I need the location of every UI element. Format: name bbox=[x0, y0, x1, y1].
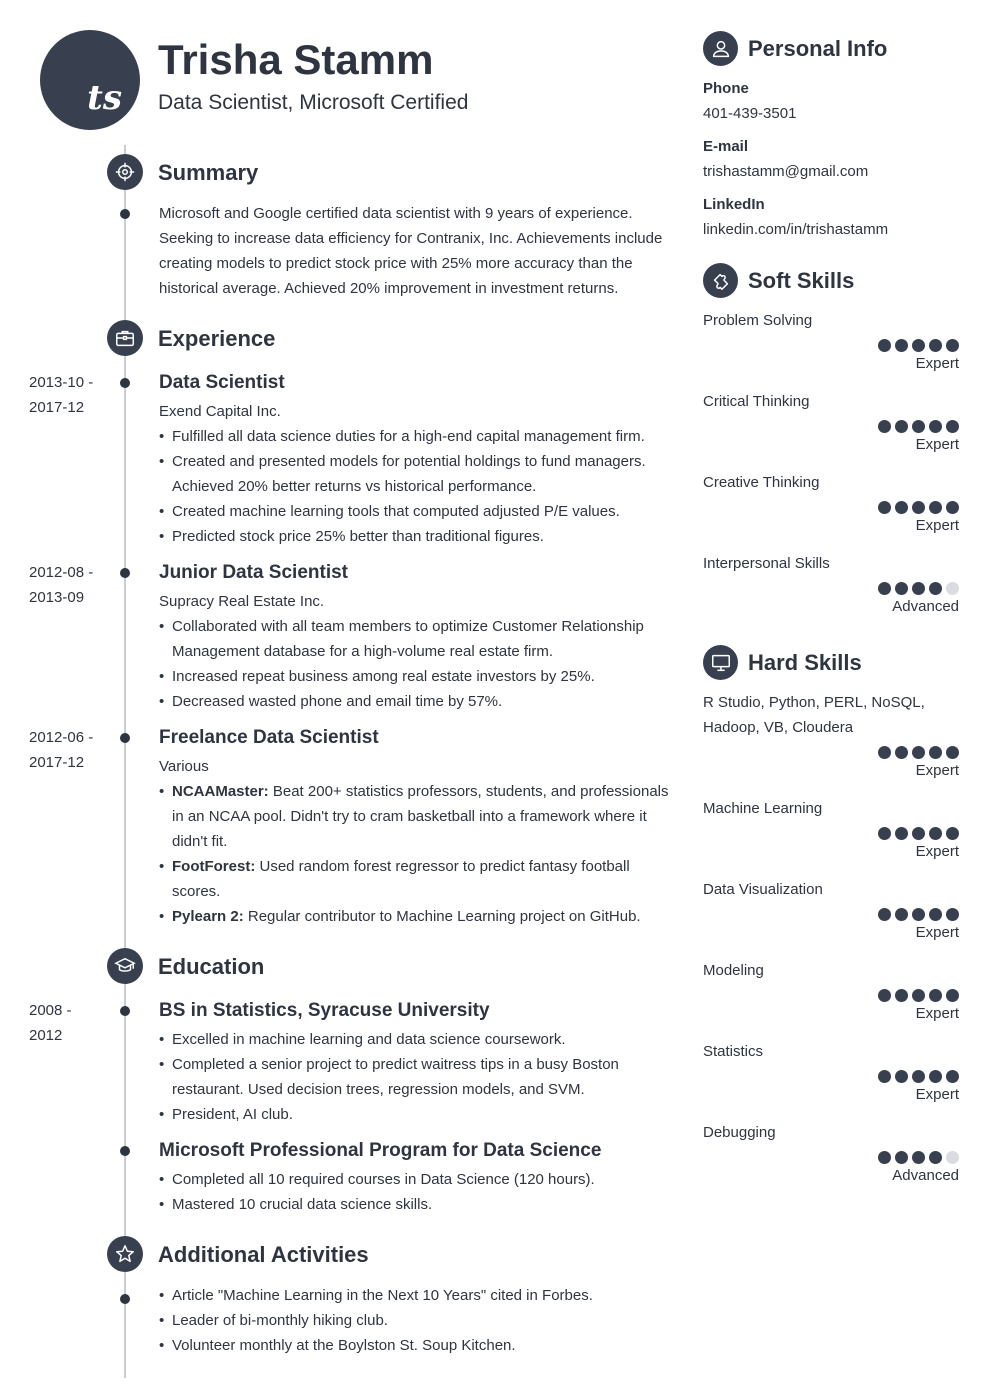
skill-item bbox=[703, 389, 959, 453]
rating-dot-filled bbox=[878, 746, 891, 759]
job-title: Junior Data Scientist bbox=[159, 562, 348, 583]
section-title-summary: Summary bbox=[158, 160, 259, 185]
timeline-dot bbox=[120, 378, 130, 388]
job-company: Exend Capital Inc. bbox=[159, 403, 281, 420]
rating-dot-filled bbox=[912, 582, 925, 595]
skill-rating bbox=[703, 420, 959, 433]
timeline-dot bbox=[120, 733, 130, 743]
rating-dot-filled bbox=[946, 989, 959, 1002]
skill-name: Data Visualization bbox=[703, 881, 823, 898]
list-item: • Article "Machine Learning in the Next 10 Years" cited in Forbes. bbox=[159, 1283, 669, 1308]
list-item bbox=[159, 904, 669, 929]
job-bullets bbox=[159, 424, 669, 549]
rating-dot-filled bbox=[895, 339, 908, 352]
job-date-end: 2013-09 bbox=[29, 589, 85, 606]
skill-item bbox=[703, 877, 959, 941]
job-bullets bbox=[159, 614, 669, 714]
graduation-cap-icon bbox=[107, 948, 143, 984]
user-icon bbox=[703, 31, 738, 66]
section-title-education: Education bbox=[158, 954, 265, 979]
rating-dot-filled bbox=[878, 908, 891, 921]
skill-name: Statistics bbox=[703, 1043, 764, 1060]
rating-dot-filled bbox=[878, 1070, 891, 1083]
rating-dot-filled bbox=[878, 582, 891, 595]
rating-dot-filled bbox=[929, 1151, 942, 1164]
rating-dot-filled bbox=[946, 908, 959, 921]
section-title-activities: Additional Activities bbox=[158, 1242, 369, 1267]
skill-item bbox=[703, 551, 959, 615]
skill-rating bbox=[703, 1151, 959, 1164]
skill-rating bbox=[703, 827, 959, 840]
candidate-name: Trisha Stamm bbox=[158, 36, 434, 83]
project-description: Regular contributor to Machine Learning project on GitHub. bbox=[243, 908, 641, 925]
phone-value: 401-439-3501 bbox=[703, 105, 797, 122]
job-company: Various bbox=[159, 758, 209, 775]
skill-level: Expert bbox=[915, 843, 959, 860]
skill-item bbox=[703, 308, 959, 372]
skill-level: Expert bbox=[915, 762, 959, 779]
list-item bbox=[159, 779, 669, 854]
skill-rating bbox=[703, 501, 959, 514]
section-title-experience: Experience bbox=[158, 326, 276, 351]
timeline-dot bbox=[120, 209, 130, 219]
skill-rating bbox=[703, 339, 959, 352]
skill-item bbox=[703, 796, 959, 860]
skill-name: Creative Thinking bbox=[703, 474, 820, 491]
rating-dot-filled bbox=[946, 827, 959, 840]
timeline-dot bbox=[120, 1146, 130, 1156]
skill-name: Critical Thinking bbox=[703, 393, 810, 410]
monitor-icon bbox=[703, 645, 738, 680]
skill-level: Expert bbox=[915, 355, 959, 372]
rating-dot-filled bbox=[929, 827, 942, 840]
skill-level: Expert bbox=[915, 517, 959, 534]
skill-name: Debugging bbox=[703, 1124, 776, 1141]
rating-dot-empty bbox=[946, 1151, 959, 1164]
rating-dot-filled bbox=[895, 501, 908, 514]
list-item: • Excelled in machine learning and data science coursework. bbox=[159, 1027, 669, 1052]
rating-dot-filled bbox=[929, 989, 942, 1002]
timeline-dot bbox=[120, 1294, 130, 1304]
project-description: Beat 200+ statistics professors, students, and professionals in an NCAA pool. Didn't try to cram basketball into a framework where it didn't fit. bbox=[172, 783, 669, 850]
linkedin-label: LinkedIn bbox=[703, 196, 765, 213]
rating-dot-filled bbox=[912, 339, 925, 352]
rating-dot-filled bbox=[912, 1070, 925, 1083]
avatar-initials: ts bbox=[87, 78, 122, 118]
rating-dot-filled bbox=[895, 746, 908, 759]
education-date-start: 2008 - bbox=[29, 1002, 72, 1019]
job-company: Supracy Real Estate Inc. bbox=[159, 593, 325, 610]
rating-dot-filled bbox=[929, 746, 942, 759]
job-bullets bbox=[159, 779, 669, 929]
target-icon bbox=[107, 154, 143, 190]
job-date bbox=[29, 370, 109, 420]
skill-level: Expert bbox=[915, 1005, 959, 1022]
job-date-start: 2012-08 - bbox=[29, 564, 94, 581]
rating-dot-filled bbox=[946, 420, 959, 433]
skill-rating bbox=[703, 989, 959, 1002]
candidate-subtitle: Data Scientist, Microsoft Certified bbox=[158, 91, 469, 114]
summary-text: Microsoft and Google certified data scientist with 9 years of experience. Seeking to increase data efficiency for Contranix, Inc. Achievements include creating models to predict stock price with 25% more accuracy than the historical average. Achieved 20% improvement in investment returns. bbox=[159, 205, 663, 297]
job-date bbox=[29, 560, 109, 610]
rating-dot-filled bbox=[946, 501, 959, 514]
skill-rating bbox=[703, 1070, 959, 1083]
rating-dot-filled bbox=[895, 1151, 908, 1164]
rating-dot-filled bbox=[946, 339, 959, 352]
rating-dot-filled bbox=[912, 501, 925, 514]
list-item: • Volunteer monthly at the Boylston St. Soup Kitchen. bbox=[159, 1333, 669, 1358]
list-item: • Collaborated with all team members to optimize Customer Relationship Management database for a high-volume real estate firm. bbox=[159, 614, 669, 664]
rating-dot-filled bbox=[912, 989, 925, 1002]
rating-dot-filled bbox=[912, 746, 925, 759]
list-item: • Predicted stock price 25% better than traditional figures. bbox=[159, 524, 669, 549]
timeline-dot bbox=[120, 568, 130, 578]
star-icon bbox=[107, 1236, 143, 1272]
education-title: BS in Statistics, Syracuse University bbox=[159, 1000, 490, 1021]
skill-item bbox=[703, 470, 959, 534]
job-date bbox=[29, 725, 109, 775]
skill-item bbox=[703, 690, 959, 779]
rating-dot-filled bbox=[878, 420, 891, 433]
section-title-soft-skills: Soft Skills bbox=[748, 268, 855, 293]
rating-dot-filled bbox=[912, 420, 925, 433]
skill-name: Modeling bbox=[703, 962, 764, 979]
rating-dot-filled bbox=[929, 501, 942, 514]
skill-level: Expert bbox=[915, 1086, 959, 1103]
rating-dot-filled bbox=[929, 339, 942, 352]
list-item: • Created machine learning tools that computed adjusted P/E values. bbox=[159, 499, 669, 524]
list-item: • Mastered 10 crucial data science skills. bbox=[159, 1192, 669, 1217]
puzzle-icon bbox=[703, 263, 738, 298]
rating-dot-empty bbox=[946, 582, 959, 595]
activities-bullets bbox=[159, 1283, 669, 1358]
skill-item bbox=[703, 1039, 959, 1103]
rating-dot-filled bbox=[912, 1151, 925, 1164]
phone-label: Phone bbox=[703, 80, 749, 97]
rating-dot-filled bbox=[895, 582, 908, 595]
project-name: Pylearn 2: bbox=[172, 908, 244, 925]
education-bullets bbox=[159, 1167, 669, 1217]
skill-item bbox=[703, 1120, 959, 1184]
rating-dot-filled bbox=[895, 908, 908, 921]
timeline-dot bbox=[120, 1006, 130, 1016]
rating-dot-filled bbox=[946, 746, 959, 759]
skill-rating bbox=[703, 908, 959, 921]
education-date bbox=[29, 998, 109, 1048]
rating-dot-filled bbox=[946, 1070, 959, 1083]
skill-item bbox=[703, 958, 959, 1022]
rating-dot-filled bbox=[878, 1151, 891, 1164]
project-name: NCAAMaster: bbox=[172, 783, 269, 800]
skill-rating bbox=[703, 746, 959, 759]
education-date-end: 2012 bbox=[29, 1027, 63, 1044]
rating-dot-filled bbox=[878, 339, 891, 352]
skill-rating bbox=[703, 582, 959, 595]
job-title: Data Scientist bbox=[159, 372, 285, 393]
rating-dot-filled bbox=[912, 827, 925, 840]
job-date-end: 2017-12 bbox=[29, 399, 85, 416]
list-item: • Increased repeat business among real estate investors by 25%. bbox=[159, 664, 669, 689]
rating-dot-filled bbox=[912, 908, 925, 921]
list-item: • Completed all 10 required courses in Data Science (120 hours). bbox=[159, 1167, 669, 1192]
skill-level: Advanced bbox=[892, 1167, 959, 1184]
rating-dot-filled bbox=[895, 827, 908, 840]
skill-level: Advanced bbox=[892, 598, 959, 615]
list-item: • Decreased wasted phone and email time by 57%. bbox=[159, 689, 669, 714]
list-item: • Leader of bi-monthly hiking club. bbox=[159, 1308, 669, 1333]
project-name: FootForest: bbox=[172, 858, 256, 875]
rating-dot-filled bbox=[878, 827, 891, 840]
project-description: Used random forest regressor to predict fantasy football scores. bbox=[172, 858, 630, 900]
rating-dot-filled bbox=[929, 1070, 942, 1083]
skill-level: Expert bbox=[915, 436, 959, 453]
rating-dot-filled bbox=[895, 420, 908, 433]
skill-name: Problem Solving bbox=[703, 312, 813, 329]
email-label: E-mail bbox=[703, 138, 749, 155]
skill-name: Interpersonal Skills bbox=[703, 555, 830, 572]
skill-name: Machine Learning bbox=[703, 800, 823, 817]
linkedin-value: linkedin.com/in/trishastamm bbox=[703, 221, 889, 238]
avatar bbox=[40, 30, 140, 130]
list-item: • Created and presented models for potential holdings to fund managers. Achieved 20% better returns vs historical performance. bbox=[159, 449, 669, 499]
rating-dot-filled bbox=[895, 1070, 908, 1083]
job-date-start: 2012-06 - bbox=[29, 729, 94, 746]
email-value: trishastamm@gmail.com bbox=[703, 163, 869, 180]
job-date-start: 2013-10 - bbox=[29, 374, 94, 391]
job-title: Freelance Data Scientist bbox=[159, 727, 379, 748]
rating-dot-filled bbox=[929, 582, 942, 595]
list-item: • Fulfilled all data science duties for a high-end capital management firm. bbox=[159, 424, 669, 449]
section-title-personal-info: Personal Info bbox=[748, 36, 888, 61]
skill-level: Expert bbox=[915, 924, 959, 941]
briefcase-icon bbox=[107, 320, 143, 356]
list-item: • President, AI club. bbox=[159, 1102, 669, 1127]
rating-dot-filled bbox=[929, 420, 942, 433]
rating-dot-filled bbox=[929, 908, 942, 921]
list-item bbox=[159, 854, 669, 904]
section-title-hard-skills: Hard Skills bbox=[748, 650, 862, 675]
skill-name: R Studio, Python, PERL, NoSQL, Hadoop, VB, Cloudera bbox=[703, 694, 925, 736]
rating-dot-filled bbox=[878, 501, 891, 514]
rating-dot-filled bbox=[878, 989, 891, 1002]
job-date-end: 2017-12 bbox=[29, 754, 85, 771]
rating-dot-filled bbox=[895, 989, 908, 1002]
education-title: Microsoft Professional Program for Data Science bbox=[159, 1140, 602, 1161]
list-item: • Completed a senior project to predict waitress tips in a busy Boston restaurant. Used decision trees, regression models, and SVM. bbox=[159, 1052, 669, 1102]
education-bullets bbox=[159, 1027, 669, 1127]
